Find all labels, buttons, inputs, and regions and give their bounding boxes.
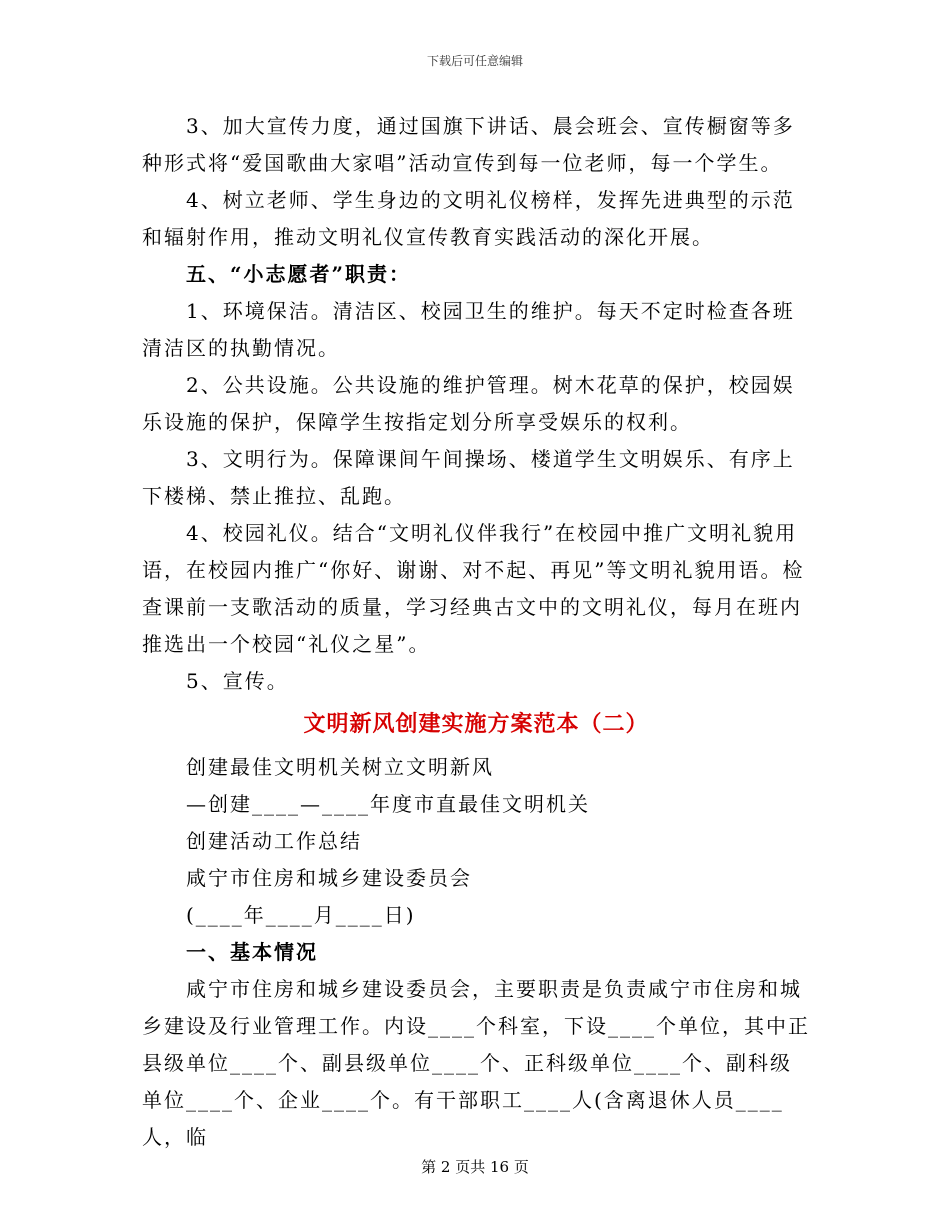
paragraph-item-3: 3、加大宣传力度，通过国旗下讲话、晨会班会、宣传橱窗等多种形式将“爱国歌曲大家唱”活动宣传到每一位老师，每一个学生。 — [142, 114, 795, 175]
document-title: 文明新风创建实施方案范本（二） — [303, 711, 649, 737]
duty-item-5: 5、宣传。 — [186, 669, 289, 693]
paragraph-item-4: 4、树立老师、学生身边的文明礼仪榜样，发挥先进典型的示范和辐射作用，推动文明礼仪宣传教育实践活动的深化开展。 — [142, 188, 795, 249]
duty-item-1: 1、环境保洁。清洁区、校园卫生的维护。每天不定时检查各班清洁区的执勤情况。 — [142, 299, 795, 360]
duty-item-2: 2、公共设施。公共设施的维护管理。树木花草的保护，校园娱乐设施的保护，保障学生按指定划分所享受娱乐的权利。 — [142, 373, 795, 434]
section-1-body: 咸宁市住房和城乡建设委员会，主要职责是负责咸宁市住房和城乡建设及行业管理工作。内设____个科室，下设____个单位，其中正县级单位____个、副县级单位____个、正科级单位____个、副科级单位____个、企业____个。有干部职工____人(含离退休人员____人，临 — [142, 977, 810, 1149]
duty-item-3: 3、文明行为。保障课间午间操场、楼道学生文明娱乐、有序上下楼梯、禁止推拉、乱跑。 — [142, 447, 795, 508]
cover-line-1: 创建最佳文明机关树立文明新风 — [186, 755, 494, 779]
cover-line-4: 咸宁市住房和城乡建设委员会 — [186, 866, 472, 890]
section-heading-5: 五、“小志愿者”职责： — [186, 262, 412, 286]
duty-item-4: 4、校园礼仪。结合“文明礼仪伴我行”在校园中推广文明礼貌用语，在校园内推广“你好、谢谢、对不起、再见”等文明礼貌用语。检查课前一支歌活动的质量，学习经典古文中的文明礼仪，每月在班内推选出一个校园“礼仪之星”。 — [142, 521, 805, 656]
cover-line-3: 创建活动工作总结 — [186, 829, 362, 853]
page-header: 下载后可任意编辑 — [426, 54, 523, 68]
cover-line-2: —创建____—____年度市直最佳文明机关 — [186, 792, 590, 816]
page-footer: 第 2 页共 16 页 — [421, 1158, 529, 1176]
document-body — [142, 108, 810, 1156]
cover-line-5: (____年____月____日) — [186, 903, 416, 927]
section-heading-1: 一、基本情况 — [186, 940, 318, 964]
